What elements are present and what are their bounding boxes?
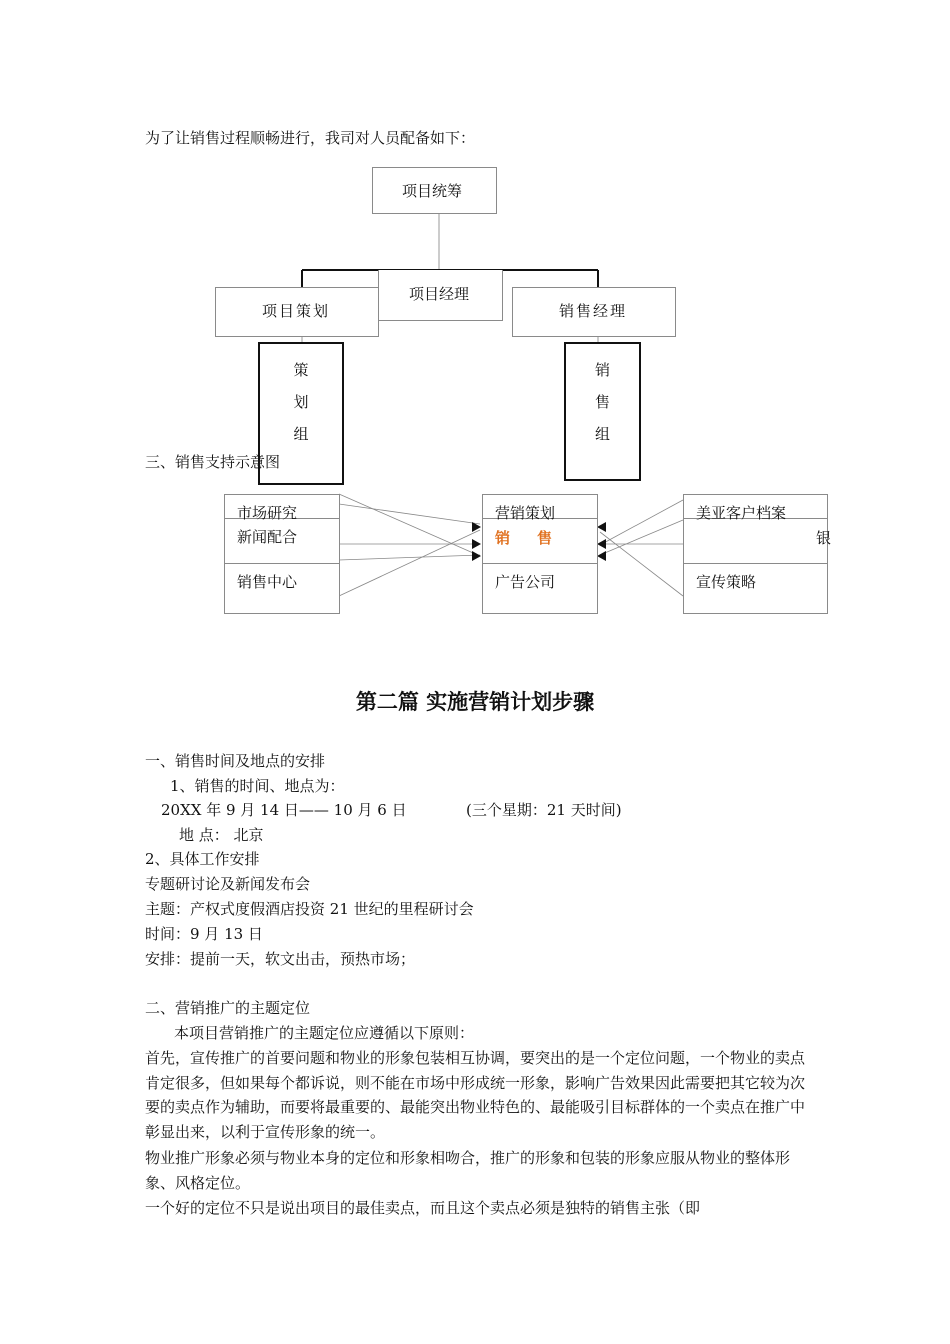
- support-center-column: [482, 494, 598, 614]
- section1-sub1: 1、销售的时间、地点为：: [170, 777, 345, 795]
- section2-lead: 本项目营销推广的主题定位应遵循以下原则：: [174, 1024, 475, 1042]
- section1-sub2: 2、具体工作安排: [145, 850, 260, 868]
- sales-group-char-3: 组: [594, 425, 610, 443]
- org-box-manager: [378, 270, 503, 321]
- support-left-3: 销售中心: [237, 573, 298, 591]
- org-box-sales-manager: [512, 287, 676, 337]
- planning-group-char-2: 划: [293, 393, 309, 411]
- support-center-sales-a: 销: [495, 529, 511, 547]
- org-sales-manager-label: 销售经理: [559, 302, 628, 320]
- section1-theme: 主题：产权式度假酒店投资 21 世纪的里程研讨会: [145, 900, 474, 918]
- support-left-1: 市场研究: [237, 504, 298, 522]
- sales-group-char-2: 售: [594, 393, 610, 411]
- support-left-2: 新闻配合: [237, 528, 298, 546]
- org-box-planning: [215, 287, 379, 337]
- support-right-bottom: 宣传策略: [696, 573, 757, 591]
- org-manager-label: 项目经理: [409, 285, 470, 303]
- org-top-label: 项目统筹: [402, 182, 463, 200]
- section1-place: 地 点： 北京: [179, 826, 264, 844]
- org-box-sales-group: [564, 342, 641, 481]
- planning-group-char-3: 组: [293, 425, 309, 443]
- support-right-mid: 银: [816, 529, 832, 547]
- section1-heading: 一、销售时间及地点的安排: [145, 752, 326, 770]
- support-center-sales-b: 售: [537, 529, 553, 547]
- section2-paragraph-2: 物业推广形象必须与物业本身的定位和形象相吻合，推广的形象和包装的形象应服从物业的整体形象、风格定位。: [145, 1149, 791, 1192]
- section1-duration: (三个星期：21 天时间): [466, 801, 622, 819]
- section1-arrange: 安排：提前一天，软文出击，预热市场；: [145, 950, 416, 968]
- org-box-top: [372, 167, 497, 214]
- section1-event: 专题研讨论及新闻发布会: [145, 875, 311, 893]
- support-center-top: 营销策划: [495, 504, 556, 522]
- support-center-bottom: 广告公司: [495, 573, 556, 591]
- section2-paragraph-3: 一个好的定位不只是说出项目的最佳卖点，而且这个卖点必须是独特的销售主张（即: [145, 1199, 701, 1217]
- sales-group-char-1: 销: [594, 361, 610, 379]
- section2-paragraph-1: 首先，宣传推广的首要问题和物业的形象包装相互协调，要突出的是一个定位问题，一个物业的卖点肯定很多，但如果每个都诉说，则不能在市场中形成统一形象，影响广告效果因此需要把其它较为次要的卖点作为辅助，而要将最重要的、最能突出物业特色的、最能吸引目标群体的一个卖点在推广中彰显出来，以利于宣传形象的统一。: [145, 1049, 806, 1141]
- chapter-title: 第二篇 实施营销计划步骤: [355, 690, 595, 714]
- section2-heading: 二、营销推广的主题定位: [145, 999, 311, 1017]
- support-left-column: [224, 494, 340, 614]
- section1-time: 时间：9 月 13 日: [145, 925, 263, 943]
- support-title: 三、销售支持示意图: [145, 453, 281, 471]
- planning-group-char-1: 策: [293, 361, 309, 379]
- support-right-column: [683, 494, 832, 614]
- org-planning-label: 项目策划: [262, 302, 331, 320]
- intro-text: 为了让销售过程顺畅进行，我司对人员配备如下：: [145, 129, 476, 147]
- support-right-top: 美亚客户档案: [696, 504, 787, 522]
- section1-date: 20XX 年 9 月 14 日—— 10 月 6 日: [161, 801, 407, 819]
